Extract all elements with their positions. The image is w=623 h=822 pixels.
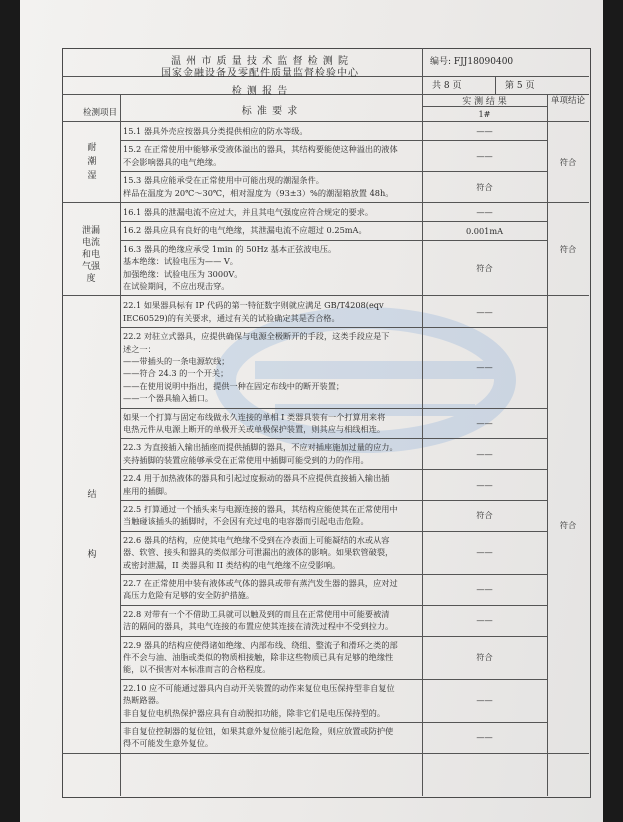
standard-requirement-line: 16.3 器具的绝缘应承受 1min 的 50Hz 基本正弦波电压。	[123, 243, 337, 254]
standard-requirement-line: 当触碰该插头的插脚时，不会因有充过电的电容器而引起电击危险。	[123, 516, 369, 527]
header-divider	[495, 76, 496, 94]
standard-requirement-line: 22.3 为直接插入输出插座而提供插脚的器具，不应对插座施加过量的应力。	[123, 442, 398, 453]
measured-result: ——	[476, 615, 493, 626]
standard-requirement-line: 22.9 器具的结构应使得诸如绝缘、内部布线、绕组、整流子和滑环之类的部	[123, 639, 398, 650]
measured-result: ——	[476, 732, 493, 743]
row-rule	[120, 438, 547, 439]
section-name: 耐潮湿	[87, 143, 97, 181]
row-rule	[120, 140, 547, 141]
col-divider-item	[120, 94, 121, 796]
org-subname: 国家金融设备及零配件质量监督检验中心	[161, 68, 359, 79]
standard-requirement-line: 22.5 打算通过一个插头来与电源连接的器具，其结构应能使其在正常使用中	[123, 504, 398, 514]
section-conclusion: 符合	[559, 157, 577, 167]
row-rule	[120, 679, 547, 680]
standard-requirement-line: 夹持插脚的装置应能够承受在正常使用中插脚可能受到的力的作用。	[123, 454, 369, 465]
report-title: 检 测 报 告	[231, 86, 289, 97]
section-name: 泄漏电流和电气强度	[81, 226, 100, 285]
measured-result: 符合	[476, 652, 493, 663]
standard-requirement-line: 非自复位控制器的复位钮，如果其意外复位能引起危险，则应放置或防护使	[123, 726, 394, 736]
row-rule	[120, 171, 547, 172]
standard-requirement-line: ——一个器具输入插口。	[123, 393, 214, 404]
standard-requirement-line: 在试验期间，不应出现击穿。	[123, 281, 230, 291]
org-name: 温 州 市 质 量 技 术 监 督 检 测 院	[171, 56, 349, 67]
row-rule	[120, 221, 547, 222]
measured-result: ——	[476, 584, 493, 595]
measured-result: ——	[476, 547, 493, 558]
col-result-header: 实 测 结 果	[462, 97, 507, 107]
measured-result: ——	[476, 448, 493, 459]
row-rule	[120, 722, 547, 723]
measured-result: 符合	[476, 510, 493, 521]
standard-requirement-line: 热断路器。	[123, 695, 164, 706]
page-number: 第 5 页	[505, 81, 535, 91]
standard-requirement-line: 非自复位电机热保护器应具有自动脱扣功能，除非它们是电压保持型的。	[123, 707, 386, 718]
standard-requirement-line: 22.4 用于加热液体的器具和引起过度振动的器具不应提供直接插入输出插	[123, 473, 390, 484]
measured-result: ——	[476, 126, 493, 137]
standard-requirement-line: 15.2 在正常使用中能够承受液体溢出的器具，其结构要能使这种溢出的液体	[123, 144, 398, 155]
standard-requirement-line: 件不会与油、油脂或类似的物质相接触，除非这些物质已具有足够的绝缘性	[123, 652, 394, 662]
standard-requirement-line: 22.1 如果器具标有 IP 代码的第一特征数字则就应满足 GB/T4208(eqv	[123, 300, 384, 311]
standard-requirement-line: 述之一：	[123, 343, 156, 354]
standard-requirement-line: 能，以不损害对本标准而言的合格程度。	[123, 664, 271, 675]
col-item-header: 检测项目	[82, 108, 117, 118]
standard-requirement-line: 器、软管、接头和器具的类似部分可泄漏出的液体的影响。如果软管破裂，	[123, 547, 394, 558]
row-rule	[120, 636, 547, 637]
row-rule	[120, 408, 547, 409]
measured-result: ——	[476, 362, 493, 373]
standard-requirement-line: 22.10 应不可能通过器具内自动开关装置的动作来复位电压保持型非自复位	[123, 682, 395, 693]
standard-requirement-line: 电热元件从电源上断开的单极开关或单极保护装置，则其应与相线相连。	[123, 424, 386, 434]
standard-requirement-line: 15.1 器具外壳应按器具分类提供相应的防水等级。	[123, 126, 308, 136]
column-header-rule	[62, 121, 589, 122]
standard-requirement-line: IEC60529)的有关要求，通过有关的试验确定其是否合格。	[123, 312, 340, 323]
section-rule	[62, 202, 589, 203]
section-conclusion: 符合	[559, 519, 577, 530]
standard-requirement-line: 22.6 器具的结构，应使其电气绝缘不受到在冷表面上可能凝结的水或从容	[123, 534, 390, 545]
standard-requirement-line: 加强绝缘：试验电压为 3000V。	[123, 268, 243, 279]
section-conclusion: 符合	[559, 244, 577, 255]
measured-result: ——	[476, 306, 493, 317]
col-divider-conclusion	[547, 94, 548, 796]
report-code: 编号: FJJ18090400	[430, 57, 514, 67]
row-rule	[120, 327, 547, 328]
standard-requirement-line: 基本绝缘：试验电压为—— V。	[123, 256, 238, 267]
standard-requirement-line: 高压力危险有足够的安全防护措施。	[123, 590, 255, 601]
standard-requirement-line: 15.3 器具应能承受在正常使用中可能出现的潮湿条件。	[123, 175, 324, 186]
standard-requirement-line: 座用的插脚。	[123, 485, 173, 496]
standard-requirement-line: 洁的隔间的器具，其电气连接的布置应使其连接在清洗过程中不受到拉力。	[123, 621, 394, 632]
row-rule	[120, 469, 547, 470]
measured-result: 0.001mA	[465, 225, 504, 236]
row-rule	[120, 531, 547, 532]
standard-requirement-line: 22.8 对带有一个不借助工具就可以触及到的而且在正常使用中可能要被清	[123, 608, 390, 619]
standard-requirement-line: ——在使用说明中指出，提供一种在固定布线中的断开装置；	[123, 380, 345, 391]
total-pages: 共 8 页	[432, 81, 462, 91]
measured-result: ——	[476, 207, 493, 218]
standard-requirement-line: ——带插头的一条电源软线；	[123, 356, 230, 366]
header-divider	[422, 48, 423, 94]
col-standard-header: 标 准 要 求	[241, 106, 299, 117]
standard-requirement-line: 样品在温度为 20℃～30℃，相对湿度为（93±3）%的潮湿箱放置 48h。	[123, 187, 394, 198]
standard-requirement-line: 22.7 在正常使用中装有液体或气体的器具或带有蒸汽发生器的器具，应对过	[123, 578, 398, 588]
measured-result: 符合	[476, 181, 493, 192]
col-conclusion-header: 单项结论	[550, 96, 585, 106]
row-rule	[120, 574, 547, 575]
standard-requirement-line: ——符合 24.3 的一个开关；	[123, 368, 229, 379]
row-rule	[120, 605, 547, 606]
standard-requirement-line: 得不可能发生意外复位。	[123, 738, 214, 749]
row-rule	[120, 500, 547, 501]
standard-requirement-line: 或密封泄漏，II 类器具和 II 类结构的电气绝缘不应受影响。	[123, 559, 341, 570]
standard-requirement-line: 16.2 器具应具有良好的电气绝缘，其泄漏电流不应超过 0.25mA。	[123, 225, 367, 236]
standard-requirement-line: 如果一个打算与固定布线做永久连接的单相 I 类器具装有一个打算用来将	[123, 411, 386, 422]
measured-result: ——	[476, 479, 493, 490]
measured-result: ——	[476, 695, 493, 706]
measured-result: ——	[476, 150, 493, 161]
row-rule	[120, 240, 547, 241]
section-rule	[62, 295, 589, 296]
standard-requirement-line: 22.2 对驻立式器具，应提供确保与电源全极断开的手段，这类手段应是下	[123, 331, 390, 342]
section-rule	[62, 753, 589, 754]
standard-requirement-line: 16.1 器具的泄漏电流不应过大，并且其电气强度应符合规定的要求。	[123, 207, 374, 217]
measured-result: ——	[476, 418, 493, 428]
standard-requirement-line: 不会影响器具的电气绝缘。	[123, 156, 222, 167]
section-name: 结构	[87, 489, 97, 560]
col-divider-result	[422, 94, 423, 796]
measured-result: 符合	[476, 262, 493, 273]
col-result-sample: 1#	[478, 109, 491, 119]
